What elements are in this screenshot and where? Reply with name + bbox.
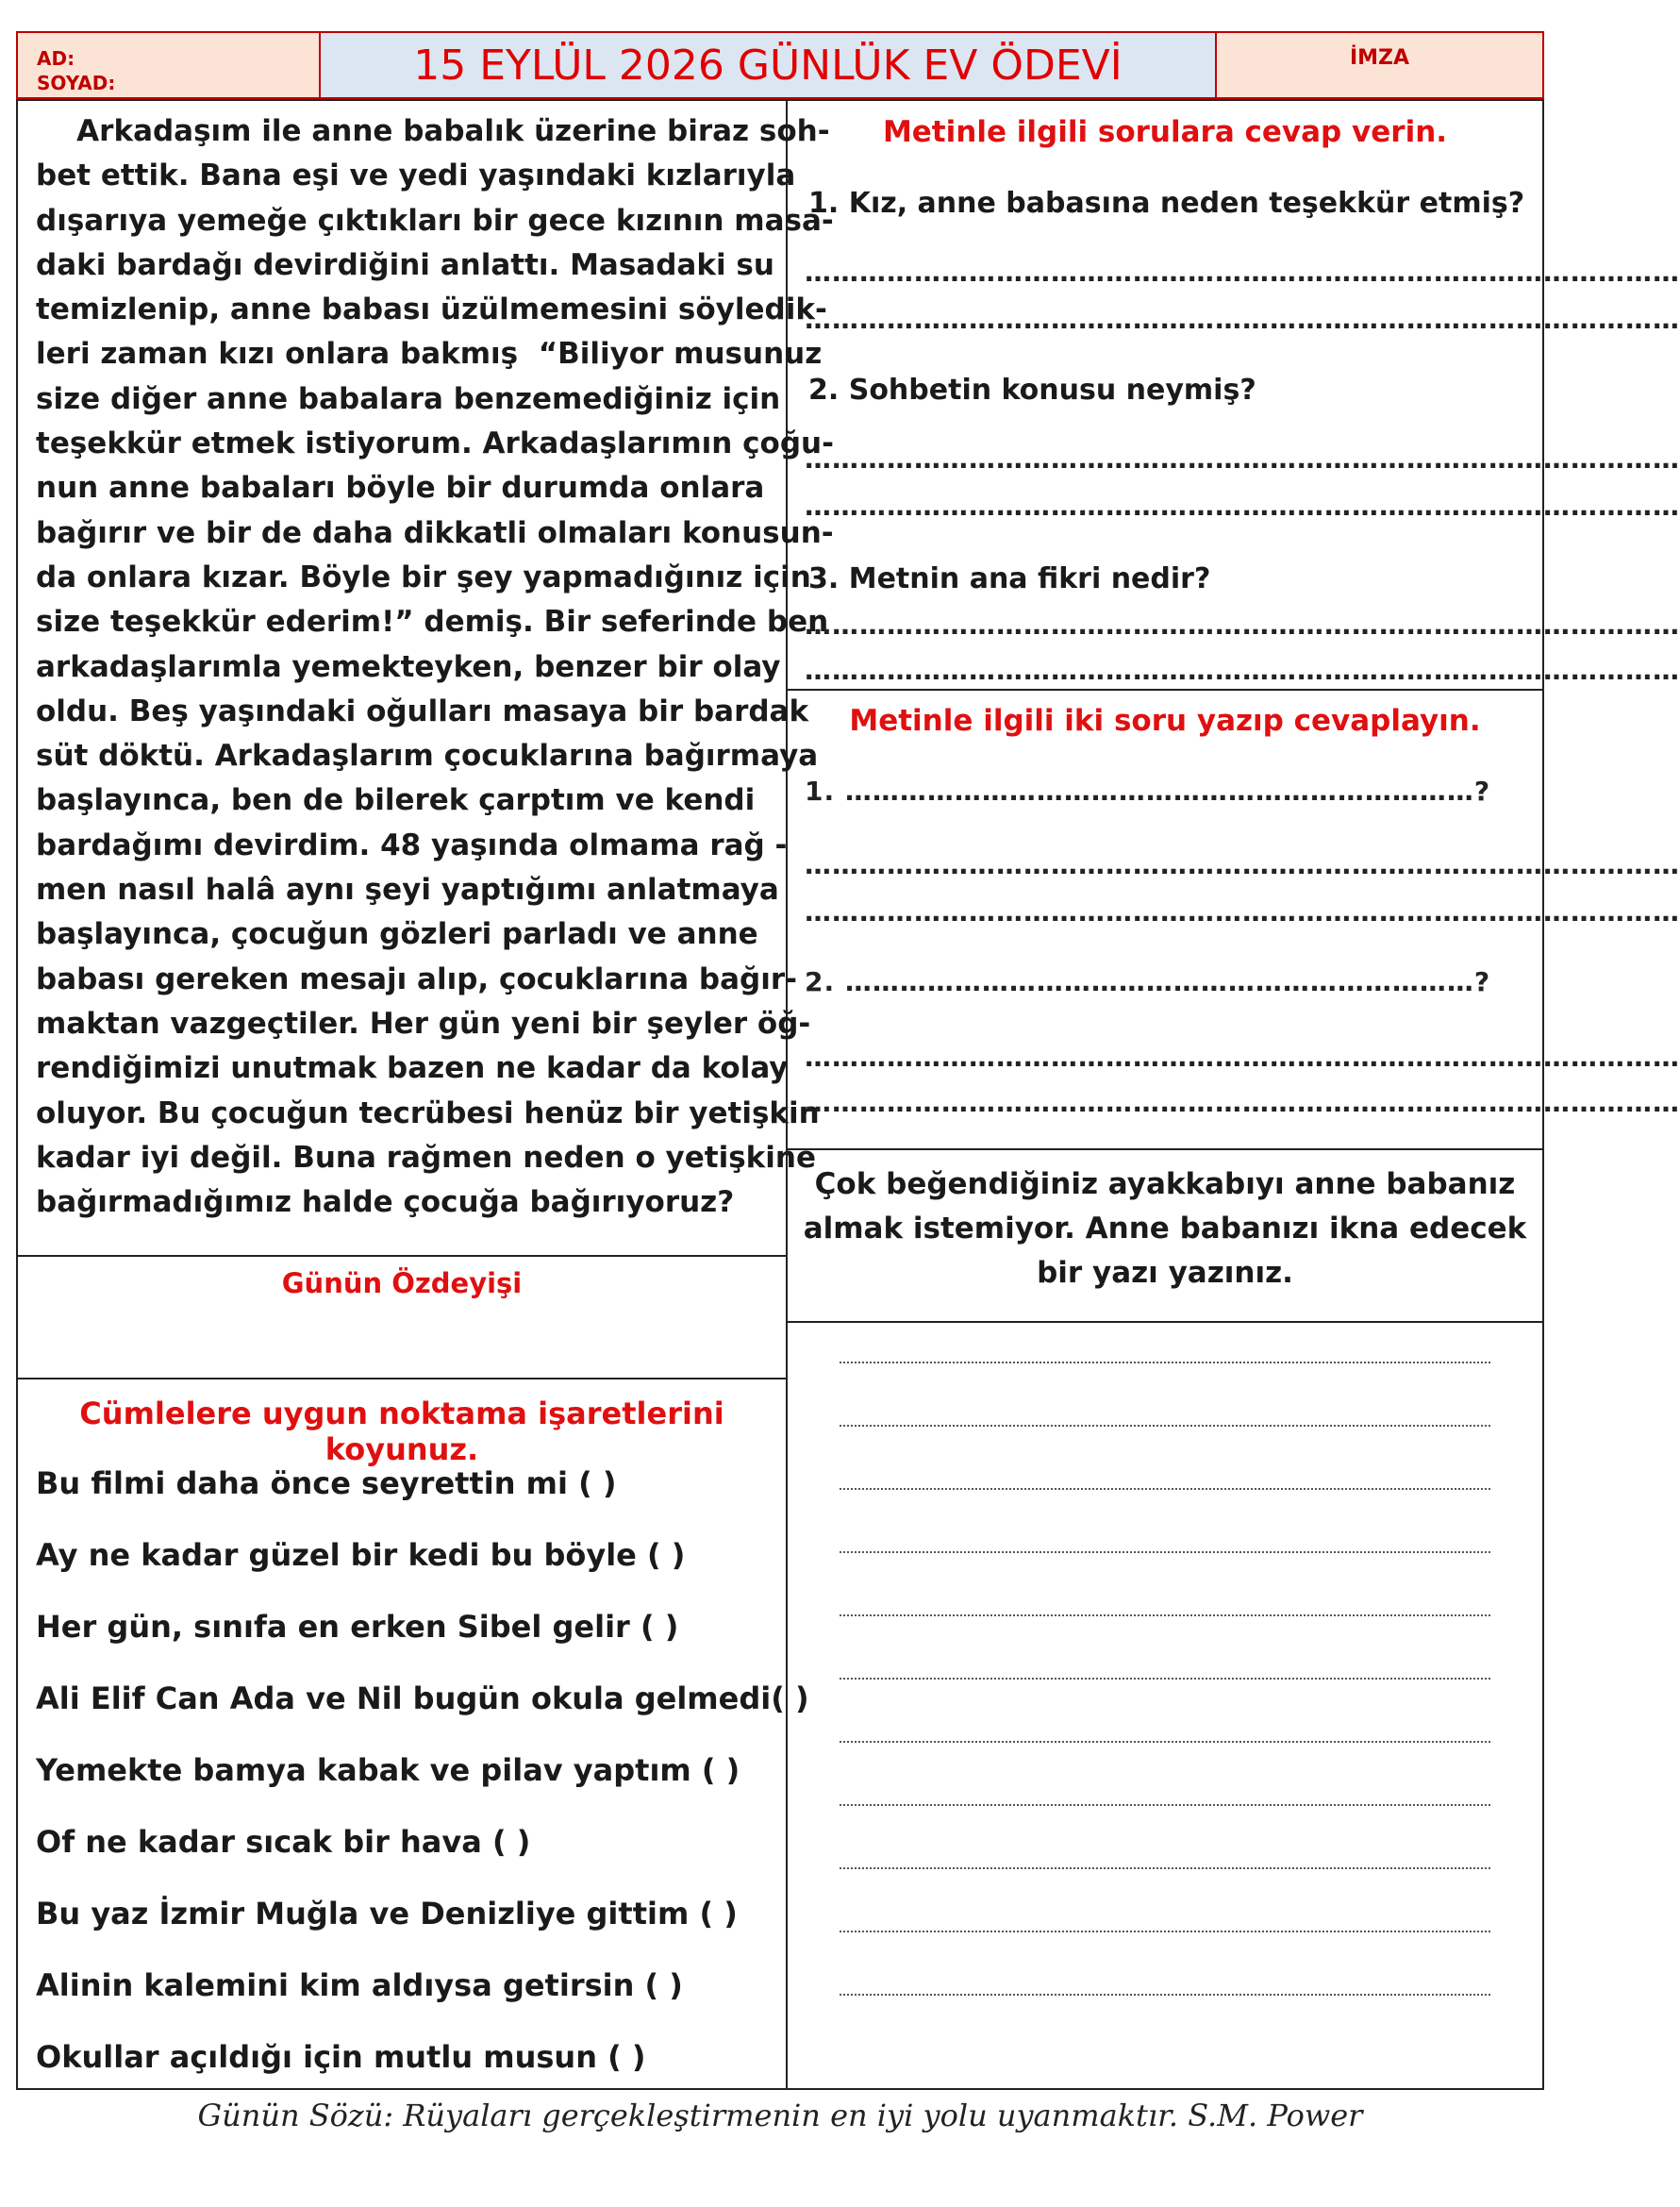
answer-line[interactable]: …………………………………………………………………………………… — [805, 1042, 1680, 1073]
story-line: oldu. Beş yaşındaki oğulları masaya bir bardak — [36, 694, 809, 728]
answer-line[interactable]: …………………………………………………………………………………… — [805, 443, 1680, 475]
punctuation-sentence[interactable]: Her gün, sınıfa en erken Sibel gelir ( ) — [36, 1609, 679, 1645]
quote-answer-area[interactable] — [38, 1312, 764, 1368]
surname-label: SOYAD: — [37, 72, 116, 94]
punctuation-sentence[interactable]: Alinin kalemini kim aldıysa getirsin ( ) — [36, 1967, 683, 2003]
question-3: 3. Metnin ana fikri nedir? — [808, 562, 1211, 595]
story-line: dışarıya yemeğe çıktıkları bir gece kızının masa- — [36, 203, 834, 238]
signature-label: İMZA — [1349, 46, 1410, 70]
quote-heading: Günün Özdeyişi — [281, 1267, 523, 1299]
story-line: arkadaşlarımla yemekteyken, benzer bir olay — [36, 649, 781, 684]
writing-line[interactable] — [840, 1425, 1490, 1427]
saying-of-the-day: Günün Sözü: Rüyaları gerçekleştirmenin en iyi yolu uyanmaktır. S.M. Power — [197, 2098, 1363, 2133]
writing-line[interactable] — [840, 1551, 1490, 1553]
question-2: 2. Sohbetin konusu neymiş? — [808, 374, 1256, 407]
answer-line[interactable]: …………………………………………………………………………………… — [805, 491, 1680, 522]
answer-line[interactable]: …………………………………………………………………………………… — [805, 655, 1680, 686]
story-line: teşekkür etmek istiyorum. Arkadaşlarımın çoğu- — [36, 426, 834, 461]
essay-prompt-line: bir yazı yazınız. — [1037, 1256, 1293, 1290]
story-line: daki bardağı devirdiğini anlattı. Masadaki su — [36, 247, 774, 282]
essay-prompt-line: Çok beğendiğiniz ayakkabıyı anne babanız — [814, 1167, 1516, 1201]
questions-heading: Metinle ilgili sorulara cevap verin. — [882, 115, 1448, 149]
punctuation-sentence[interactable]: Ay ne kadar güzel bir kedi bu böyle ( ) — [36, 1537, 686, 1573]
punctuation-sentence[interactable]: Ali Elif Can Ada ve Nil bugün okula gelmedi( ) — [36, 1680, 809, 1716]
divider-own-essay — [786, 1148, 1544, 1150]
page-title: 15 EYLÜL 2026 GÜNLÜK EV ÖDEVİ — [321, 31, 1215, 99]
punctuation-sentence[interactable]: Of ne kadar sıcak bir hava ( ) — [36, 1824, 531, 1860]
story-line: bağırır ve bir de daha dikkatli olmaları konusun- — [36, 515, 834, 550]
column-divider — [786, 99, 788, 2090]
name-label: AD: — [37, 47, 75, 70]
punctuation-heading: Cümlelere uygun noktama işaretlerini koyunuz. — [79, 1396, 724, 1467]
story-line: Arkadaşım ile anne babalık üzerine biraz soh- — [36, 114, 830, 148]
writing-line[interactable] — [840, 1614, 1490, 1616]
signature-box[interactable] — [1215, 31, 1544, 99]
own-question-2[interactable]: 2. ……………………………………………………………? — [805, 966, 1491, 997]
story-line: süt döktü. Arkadaşlarım çocuklarına bağırmaya — [36, 739, 819, 774]
punctuation-sentence[interactable]: Bu yaz İzmir Muğla ve Denizliye gittim ( ) — [36, 1896, 738, 1931]
story-line: temizlenip, anne babası üzülmemesini söyledik- — [36, 293, 827, 327]
story-line: da onlara kızar. Böyle bir şey yapmadığınız için — [36, 560, 811, 594]
story-line: başlayınca, ben de bilerek çarptım ve kendi — [36, 783, 756, 818]
answer-line[interactable]: …………………………………………………………………………………… — [805, 849, 1680, 880]
punctuation-sentence[interactable]: Bu filmi daha önce seyrettin mi ( ) — [36, 1465, 617, 1501]
story-line: başlayınca, çocuğun gözleri parladı ve anne — [36, 917, 758, 952]
answer-line[interactable]: …………………………………………………………………………………… — [805, 257, 1680, 288]
divider-quote-punctuation — [16, 1378, 788, 1379]
story-line: men nasıl halâ aynı şeyi yaptığımı anlatmaya — [36, 873, 779, 908]
answer-line[interactable]: …………………………………………………………………………………… — [805, 1087, 1680, 1118]
own-question-1[interactable]: 1. ……………………………………………………………? — [805, 776, 1491, 807]
story-line: bağırmadığımız halde çocuğa bağırıyoruz? — [36, 1185, 735, 1220]
story-line: bet ettik. Bana eşi ve yedi yaşındaki kızlarıyla — [36, 159, 796, 193]
writing-line[interactable] — [840, 1867, 1490, 1869]
story-line: maktan vazgeçtiler. Her gün yeni bir şeyler öğ- — [36, 1006, 811, 1041]
writing-line[interactable] — [840, 1488, 1490, 1490]
answer-line[interactable]: …………………………………………………………………………………… — [805, 896, 1680, 928]
story-line: rendiğimizi unutmak bazen ne kadar da kolay — [36, 1051, 789, 1086]
answer-line[interactable]: …………………………………………………………………………………… — [805, 304, 1680, 335]
divider-essay-lines — [786, 1321, 1544, 1323]
writing-line[interactable] — [840, 1741, 1490, 1743]
story-line: kadar iyi değil. Buna rağmen neden o yetişkine — [36, 1140, 816, 1175]
question-1: 1. Kız, anne babasına neden teşekkür etmiş? — [808, 187, 1525, 220]
writing-line[interactable] — [840, 1994, 1490, 1996]
answer-line[interactable]: …………………………………………………………………………………… — [805, 610, 1680, 641]
writing-line[interactable] — [840, 1804, 1490, 1806]
story-line: nun anne babaları böyle bir durumda onlara — [36, 471, 765, 506]
essay-prompt-line: almak istemiyor. Anne babanızı ikna edecek — [803, 1212, 1527, 1246]
punctuation-sentence[interactable]: Yemekte bamya kabak ve pilav yaptım ( ) — [36, 1752, 740, 1788]
story-line: leri zaman kızı onlara bakmış “Biliyor musunuz — [36, 337, 823, 372]
story-line: oluyor. Bu çocuğun tecrübesi henüz bir yetişkin — [36, 1095, 820, 1130]
story-text — [36, 109, 834, 1225]
writing-line[interactable] — [840, 1678, 1490, 1680]
divider-questions-own — [786, 689, 1544, 691]
story-line: size diğer anne babalara benzemediğiniz için — [36, 381, 781, 416]
story-line: babası gereken mesajı alıp, çocuklarına bağır- — [36, 961, 798, 996]
story-line: size teşekkür ederim!” demiş. Bir seferinde ben — [36, 605, 829, 640]
essay-prompt — [786, 1162, 1544, 1296]
own-questions-heading: Metinle ilgili iki soru yazıp cevaplayın. — [849, 704, 1481, 738]
story-line: bardağımı devirdim. 48 yaşında olmama rağ - — [36, 828, 788, 862]
punctuation-sentence[interactable]: Okullar açıldığı için mutlu musun ( ) — [36, 2039, 646, 2075]
divider-story-quote — [16, 1255, 788, 1257]
writing-line[interactable] — [840, 1931, 1490, 1932]
name-surname-box[interactable] — [16, 31, 321, 99]
writing-line[interactable] — [840, 1362, 1490, 1363]
